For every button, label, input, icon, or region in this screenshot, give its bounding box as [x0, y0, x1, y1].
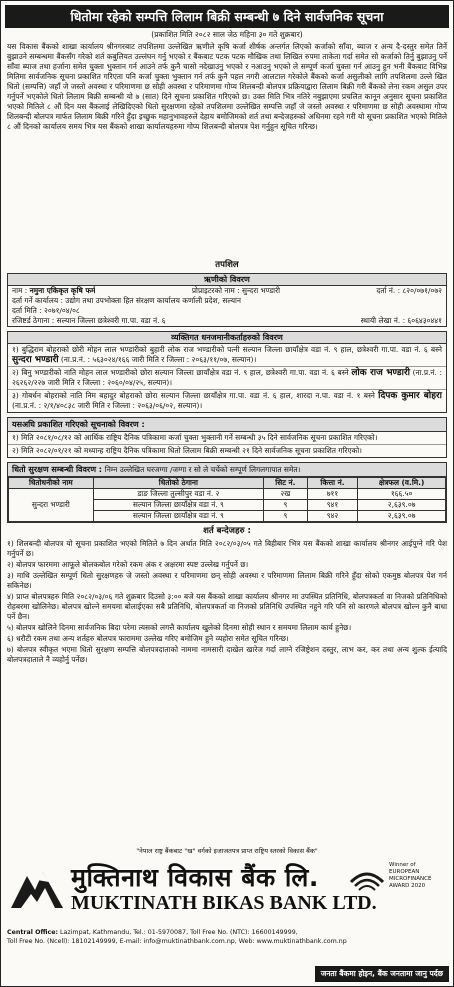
- guarantor-item: २) बिनु भण्डारीको नाति मोहन लाल भण्डारीको छोरा सल्यान जिल्ला छायाँक्षेत्र वडा नं. ९ हाल, छत्रेश्वरी गा.पा. वडा नं. ६ बस्ने लोक राज भण्डारी (ना.प्र.नं. : २६२६२/२२७ जारी मिति र जिल्ला : २०६०/०४/२५, सल्यान)।: [8, 367, 446, 390]
- registration-number: दर्ता नं. : ८२०/०७१/०७२: [376, 286, 442, 295]
- conditions-heading: शर्त बन्देजहरु :: [203, 526, 251, 536]
- collateral-table: [8, 477, 446, 522]
- condition-item: ४) प्राप्त बोलपत्रहरु मिति २०८२/०३/०६ गते शुक्रबार दिउसो ३:०० बजे यस बैंकको शाखा कार्यालय श्रीनगर मा उपस्थित प्रतिनिधि, बोलपत्रकर्ता वा निजको प्रतिनिधिको रोहबरमा खोलिनेछ। बोलपत्र खोल्ने समयमा बोलाईएका सबै प्रतिनिधि, बोलपत्रकर्ता वा निजको प्रतिनिधि उपस्थित नहुने गरि पनि सो कारणले बोलपत्र खोल्न कुनै बाधा पर्ने छैन।: [7, 592, 447, 621]
- guarantor-item: ३) गोबर्धन बोहराको नाति निम बहादुर बोहराको छोरा सल्यान जिल्ला छायाँक्षेत्र गा.पा. वडा नं. ६ हाल, शारदा न.पा. वडा नं. १ बस्ने दिपक कुमार बोहरा (ना.प्र.नं. : २/१/४०८३८ जारी मिति र जिल्ला : २०६३/०६/०२, सल्यान)।: [12, 391, 443, 410]
- owner-cell: सुन्दरा भण्डारी: [9, 489, 94, 522]
- bank-tagline: जनता बैंकमा होइन, बैंक जनतामा जानु पर्दछ: [315, 966, 449, 982]
- pan-number: स्थायी लेखा नं. : ६०६४३०४४१: [360, 316, 442, 325]
- guarantor-item: १) बुद्धिराम बोहराको छोरी मोहन लाल भण्डारीको बुहारी लोक राज भण्डारीको पत्नी सल्यान जिल्ला छायाँक्षेत्र वडा नं. ९ हाल, छत्रेश्वरी गा.पा. वडा नं. ६ बस्ने सुन्दरा भण्डारी (ना.प्र.नं. : ५६३०२४/१६६ जारी मिति र जिल्ला : २०६३/११/०७, सल्यान)।: [8, 344, 446, 367]
- license-quote: "नेपाल राष्ट्र बैंकबाट "ख" वर्गको इजाजतपत्र प्राप्त राष्ट्रिय स्तरको विकास बैंक": [136, 847, 318, 855]
- registration-date: दर्ता मिति : २०७१/०४/०८: [12, 306, 80, 315]
- guarantor-name: लोक राज भण्डारी: [351, 368, 410, 378]
- table-row: सल्यान जिल्ला छायाँक्षेत्र वडा नं. ९ ९ ९४२ २,६३९.०७: [9, 511, 446, 522]
- loan-name-label: नाम :: [12, 286, 28, 295]
- guarantor-heading: व्यक्तिगत धनजमानीकर्ताहरुको विवरण: [8, 332, 446, 344]
- table-row: सल्यान जिल्ला छायाँक्षेत्र वडा नं. ९ ९ ९४१ २,६३९.०७: [9, 500, 446, 511]
- column-header: कित्ता नं.: [307, 478, 358, 489]
- award-badge: [349, 860, 447, 912]
- collateral-heading: धितो सुरक्षण सम्बन्धी विवरण :: [12, 465, 102, 474]
- contact-info: Central Office: Lazimpat, Kathmandu, Tel.: 01-5970087, Toll Free No. (NTC): 16600149999, Toll Free No. (Ncell): 18102149999, E-mail: info@muktinathbank.com.np, Web: www.muktinathbank.com.np: [7, 928, 447, 946]
- proprietor: प्रोप्राइटरको नाम : सुन्दरा भण्डारी: [191, 286, 281, 295]
- award-text: Winner of EUROPEAN MICROFINANCE AWARD 2020: [389, 862, 432, 889]
- details-title: तपशिल: [215, 260, 239, 270]
- column-header: क्षेत्रफल (व.मि.): [358, 478, 446, 489]
- collateral-heading-note: निम्न उल्लेखित घरजग्गा /जग्गा र सो ले चर्चेको सम्पूर्ण लिगलगापात समेत।: [104, 465, 301, 474]
- previous-notice-item: २) मिति २०८२/०१/२१ को मध्यान्ह राष्ट्रिय दैनिक पत्रिकामा धितो लिलाम बिक्री सम्बन्धी २१ दिने सार्वजनिक सूचना प्रकाशित गरिएको।: [12, 446, 362, 455]
- notice-intro: यस विकास बैंकको शाखा कार्यालय श्रीनगरबाट तपशिलमा उल्लेखित ऋणीले कृषि कर्जा शीर्षक अन्तर्गत लिएको कर्जाको साँवा, ब्याज र अन्य दै-दस्तुर समेत तिर्ने बुझाउने सम्बन्धमा बैंकसँग गरेको शर्त कबुलियत उल्लंघन गर्नु भएको र बैंकबाट पटक पटक मौखिक तथा लिखित रुपमा ताकेता गर्दा समेत सो कर्जाको तिर्नु बुझाउनु पर्ने साँवा ब्याज तथा हर्जाना समेत चुक्ता भुक्तान गर्न आउने तर्फ कुनै चासो नदेखाउनु भएको र नआउनु भएको ले सम्पूर्ण कर्जा चुक्ता गर्न आउनु हुन भनी बैंकबाट विभिन्न मितिमा सार्वजनिक सूचना प्रकाशित गरिएता पनि कर्जा चुक्ता भुक्तान गर्न तर्फ कुनै पहल नगरी आलटाल गरेकोले बैंकको कर्जा असुलीको लागि तपशिलमा उल्ले खित धितो (सम्पत्ति) जहाँ जे जस्तो अवस्था र परिमाणमा छ सोही अवस्था र परिमाणमा गोप्य शिलबन्दी बोलपत्र प्रक्रियाद्वारा लिलाम बिक्री गरी बैंकको लेना रकम असुल उपर गर्नुपर्ने भएकोले धितो लिलाम बिक्री सम्बन्धी यो ७ (सात) दिने सूचना प्रकाशित गरिएको छ। उक्त मिति भित्र नतिरे नबुझाएमा प्रचलित कानून अनुसार सूचना प्रकाशित भएको मितिले ८ औं दिन यस बैंकलाई लेखिदिएको धितो सुरक्षणमा रहेको तपशिलमा उल्लेखित सम्पत्ति जहाँ जे जस्तो अवस्था र परिमाणमा छ सोही अवस्थामा गोप्य शिलबन्दी बोलपत्र मार्फत लिलाम बिक्री गरिने हुँदा इच्छुक महानुभावहरुले देहाय बमोजिमको शर्त तथा बन्देजहरुको अधिनमा रहने गरी यो सूचना प्रकाशित भएको मितिले ८ औं दिनको कार्यालय समय भित्र यस बैंकको शाखा कार्यालयहरुमा गोप्य शिलबन्दी बोलपत्र पेश गर्नुहुन सूचित गरिन्छ।: [7, 42, 447, 131]
- bank-footer: [1, 844, 453, 986]
- notice-title: धितोमा रहेको सम्पत्ति लिलाम बिक्री सम्बन्धी ७ दिने सार्वजनिक सूचना: [5, 5, 449, 28]
- conditions-list: [1, 539, 453, 665]
- column-header: सिट नं.: [264, 478, 308, 489]
- guarantor-box: [7, 331, 447, 413]
- publication-date: (प्रकाशित मिति २०८२ साल जेठ महिना ३० गते शुक्रबार): [151, 30, 303, 39]
- bank-logo-icon: [7, 858, 67, 918]
- condition-item: ६) धरौटी रकम तथा अन्य शर्तहरु बोलपत्र फाराममा उल्लेख गरिए बमोजिम हुने व्यहोरा समेत सूचित गरिन्छ।: [7, 634, 289, 643]
- previous-notice-item: १) मिति २०८१/०८/१२ को आर्थिक राष्ट्रिय दैनिक पत्रिकामा कर्जा चुक्ता भुक्तानी गर्ने सम्बन्धी ३५ दिने सार्वजनिक सूचना प्रकाशित गरिएको।: [8, 432, 446, 445]
- condition-item: ५) बोलपत्र खोलिने दिनमा सार्वजनिक बिदा परेमा त्यसको लगत्तै कार्यालय खुलेको दिनमा सोही स्थान र समयमा लिलाम कार्य हुनेछ।: [7, 623, 352, 632]
- column-header: धितोधनीको नाम: [9, 478, 94, 489]
- condition-item: ३) माथि उल्लेखित सम्पूर्ण धितो सुरक्षणहरु जे जस्तो अवस्था र परिमाणमा छन् सोही अवस्था र परिमाणमा लिलाम बिक्री गरिने हुँदा सोको एकमुष्ठ बोलपत्र पेश गर्न सकिनेछ।: [7, 571, 447, 590]
- condition-item: २) बोलपत्र फारममा आफूले बोलकबोल गरेको रकम अंक र अक्षरमा स्पष्ट उल्लेख गर्नुपर्ने छ।: [7, 560, 249, 569]
- guarantor-name: सुन्दरा भण्डारी: [12, 355, 59, 365]
- central-office: Lazimpat, Kathmandu, Tel.: 01-5970087, Toll Free No. (NTC): 16600149999,: [60, 929, 298, 936]
- toll-free-contact: Toll Free No. (Ncell): 18102149999, E-mail: info@muktinathbank.com.np, Web: www.muktinathbank.com.np: [7, 938, 347, 945]
- registration-office: दर्ता गर्ने कार्यालय : उद्योग तथा उपभोक्ता हित संरक्षण कार्यालय कर्णाली प्रदेश, सल्यान: [12, 296, 242, 305]
- table-row: सुन्दरा भण्डारी डाङ जिल्ला तुल्सीपुर वडा नं. २ २ख ७११ १६६.५०: [9, 489, 446, 500]
- bank-name-english: MUKTINATH BIKAS BANK LTD.: [71, 892, 377, 914]
- previous-notices-box: [7, 417, 447, 458]
- collateral-box: [7, 462, 447, 523]
- guarantor-name: दिपक कुमार बोहरा: [378, 391, 443, 401]
- previous-notices-heading: यसअघि प्रकाशित गरिएको सूचनाको विवरण :: [8, 418, 446, 432]
- condition-item: ७) बोलपत्र स्वीकृत भएमा धितो सुरक्षण सम्पत्ति बोलपत्रदाताको नाममा नामसारी दाखेल खारेज गर्दा लाग्ने रजिष्ट्रेशन दस्तुर, लाभ कर, कर तथा अन्य शुल्क ईत्यादि बोलपत्रदाताले नै व्यहोर्नु पर्नेछ।: [7, 645, 447, 664]
- borrower-name: नमुना एकिकृत कृषि फर्म: [29, 286, 96, 295]
- bank-name-nepali: मुक्तिनाथ विकास बैंक लि.: [71, 863, 319, 892]
- loan-box: [7, 273, 447, 327]
- column-header: धितोको ठेगाना: [93, 478, 263, 489]
- loan-heading: ऋणीको विवरण: [8, 274, 446, 286]
- registered-address: रजिष्टर्ड ठेगाना : सल्यान जिल्ला छत्रेश्वरी गा.पा. वडा नं. ६: [12, 316, 166, 325]
- award-icon: [349, 860, 385, 896]
- condition-item: १) शिलबन्दी बोलपत्र यो सूचना प्रकाशित भएको मितिले ७ दिन अर्थात मिति २०८२/०३/०५ गते बिहीबार भित्र यस बैंकको शाखा कार्यालय श्रीनगर आईपुग्ने गरि पेश गर्नुपर्ने छ।: [7, 539, 447, 558]
